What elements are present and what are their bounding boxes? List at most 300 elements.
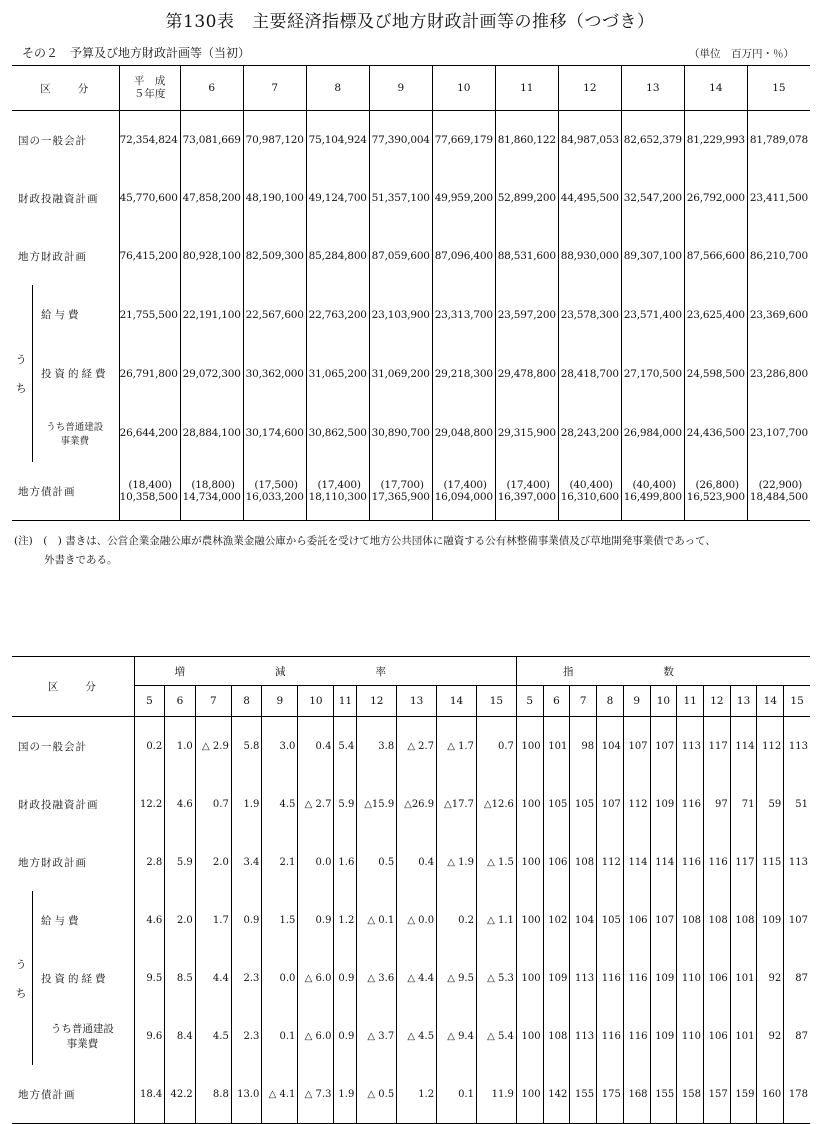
header-index: 指数 bbox=[516, 657, 810, 686]
index-cell: 104 bbox=[597, 717, 624, 776]
table-cell bbox=[432, 111, 495, 170]
cell-value: 16,310,600 bbox=[560, 491, 619, 503]
cell-value: 23,411,500 bbox=[749, 192, 808, 204]
index-cell: 101 bbox=[543, 717, 570, 776]
table-cell bbox=[684, 462, 747, 521]
row-label: 地方債計画 bbox=[18, 485, 76, 498]
index-cell: 110 bbox=[677, 1007, 704, 1065]
rate-cell: △ 7.3 bbox=[298, 1065, 334, 1124]
index-cell: 116 bbox=[597, 949, 624, 1007]
table-cell bbox=[684, 285, 747, 344]
table-cell bbox=[180, 403, 243, 462]
index-cell: 115 bbox=[757, 833, 784, 891]
row-label: 給与費 bbox=[41, 309, 82, 321]
cell-value: 22,567,600 bbox=[245, 308, 304, 321]
index-cell: 117 bbox=[704, 717, 731, 776]
table-cell bbox=[558, 227, 621, 285]
table-cell bbox=[119, 285, 180, 344]
index-cell: 116 bbox=[704, 833, 731, 891]
index-cell: 100 bbox=[516, 1007, 543, 1065]
header-year: 10 bbox=[432, 66, 495, 111]
row-label: 財政投融資計画 bbox=[18, 798, 99, 811]
rate-cell: 2.8 bbox=[134, 833, 165, 891]
table-cell bbox=[306, 227, 369, 285]
rate-cell: 4.5 bbox=[195, 1007, 231, 1065]
cell-value: 49,959,200 bbox=[434, 192, 493, 204]
table-cell bbox=[684, 227, 747, 285]
index-cell: 98 bbox=[570, 717, 597, 776]
rate-index-table bbox=[12, 656, 810, 1124]
cell-value: 30,174,600 bbox=[245, 426, 304, 439]
cell-parenthetical: (17,400) bbox=[506, 479, 550, 491]
index-cell: 113 bbox=[677, 717, 704, 776]
header-year: 8 bbox=[231, 686, 262, 717]
rate-cell: 4.5 bbox=[262, 775, 298, 833]
cell-value: 73,081,669 bbox=[182, 134, 241, 146]
header-year: 6 bbox=[180, 66, 243, 111]
index-cell: 107 bbox=[650, 717, 677, 776]
header-year: 6 bbox=[165, 686, 196, 717]
cell-value: 28,418,700 bbox=[560, 367, 619, 380]
row-label: 財政投融資計画 bbox=[18, 192, 99, 205]
rate-cell: 3.8 bbox=[357, 717, 397, 776]
rate-cell: 1.6 bbox=[334, 833, 357, 891]
index-cell: 102 bbox=[543, 891, 570, 949]
index-cell: 104 bbox=[570, 891, 597, 949]
table-cell bbox=[747, 169, 810, 227]
table-row bbox=[12, 462, 810, 521]
rate-cell: 2.3 bbox=[231, 1007, 262, 1065]
header-year: 平 成 ５年度 bbox=[119, 66, 180, 111]
table-cell bbox=[369, 227, 432, 285]
rate-cell: △ 5.4 bbox=[476, 1007, 516, 1065]
table-cell bbox=[495, 227, 558, 285]
table-cell bbox=[180, 344, 243, 403]
row-label: うち普通建設 事業費 bbox=[33, 1007, 135, 1065]
header-year: 9 bbox=[262, 686, 298, 717]
table-row bbox=[12, 403, 810, 462]
index-cell: 107 bbox=[623, 717, 650, 776]
budget-table bbox=[12, 65, 810, 521]
rate-cell: 0.0 bbox=[298, 833, 334, 891]
table-cell bbox=[243, 462, 306, 521]
rate-cell: 0.9 bbox=[231, 891, 262, 949]
cell-value: 22,191,100 bbox=[182, 308, 241, 321]
table-cell bbox=[119, 462, 180, 521]
table-cell bbox=[119, 111, 180, 170]
cell-value: 51,357,100 bbox=[371, 192, 430, 204]
cell-value: 23,103,900 bbox=[371, 308, 430, 321]
index-cell: 51 bbox=[784, 775, 810, 833]
rate-cell: 8.8 bbox=[195, 1065, 231, 1124]
rate-cell: 1.5 bbox=[262, 891, 298, 949]
rate-cell: 0.5 bbox=[357, 833, 397, 891]
table-row bbox=[12, 833, 810, 891]
table-row bbox=[12, 169, 810, 227]
header-year: 15 bbox=[784, 686, 810, 717]
table-cell bbox=[621, 344, 684, 403]
rate-cell: 3.4 bbox=[231, 833, 262, 891]
rate-cell: 9.6 bbox=[134, 1007, 165, 1065]
table-cell bbox=[369, 285, 432, 344]
cell-value: 16,397,000 bbox=[497, 491, 556, 503]
table-row bbox=[12, 111, 810, 170]
cell-value: 47,858,200 bbox=[182, 192, 241, 204]
cell-value: 52,899,200 bbox=[497, 192, 556, 204]
rate-cell: 5.8 bbox=[231, 717, 262, 776]
table-cell bbox=[747, 285, 810, 344]
cell-parenthetical: (18,800) bbox=[191, 479, 235, 491]
cell-value: 76,415,200 bbox=[119, 250, 178, 262]
table-row bbox=[12, 227, 810, 285]
index-cell: 100 bbox=[516, 891, 543, 949]
rate-cell: 5.9 bbox=[334, 775, 357, 833]
index-cell: 160 bbox=[757, 1065, 784, 1124]
index-cell: 92 bbox=[757, 1007, 784, 1065]
index-cell: 113 bbox=[784, 717, 810, 776]
table-cell bbox=[306, 403, 369, 462]
cell-value: 86,210,700 bbox=[749, 250, 808, 262]
row-label: 地方財政計画 bbox=[18, 856, 87, 869]
rate-cell: 0.4 bbox=[397, 833, 437, 891]
cell-value: 72,354,824 bbox=[119, 134, 178, 146]
cell-parenthetical: (40,400) bbox=[569, 479, 613, 491]
table-cell bbox=[306, 462, 369, 521]
table-cell bbox=[621, 462, 684, 521]
footnote bbox=[14, 532, 814, 570]
index-cell: 100 bbox=[516, 1065, 543, 1124]
rate-cell: △ 3.6 bbox=[357, 949, 397, 1007]
table-cell bbox=[495, 285, 558, 344]
table-cell bbox=[558, 169, 621, 227]
table-cell bbox=[243, 285, 306, 344]
cell-value: 77,390,004 bbox=[371, 134, 430, 146]
rate-cell: △ 5.3 bbox=[476, 949, 516, 1007]
cell-value: 29,478,800 bbox=[497, 367, 556, 380]
table-cell bbox=[495, 169, 558, 227]
cell-value: 29,048,800 bbox=[434, 426, 493, 439]
rate-cell: △ 4.4 bbox=[397, 949, 437, 1007]
rate-cell: 0.7 bbox=[476, 717, 516, 776]
table-cell bbox=[306, 344, 369, 403]
table-cell bbox=[119, 227, 180, 285]
index-cell: 100 bbox=[516, 717, 543, 776]
table-row bbox=[12, 891, 810, 949]
index-cell: 116 bbox=[677, 775, 704, 833]
cell-value: 23,625,400 bbox=[686, 308, 745, 321]
cell-value: 26,644,200 bbox=[119, 426, 178, 439]
cell-value: 28,243,200 bbox=[560, 426, 619, 439]
cell-parenthetical: (17,400) bbox=[443, 479, 487, 491]
table-cell bbox=[558, 285, 621, 344]
rate-cell: △ 4.1 bbox=[262, 1065, 298, 1124]
table-cell bbox=[747, 462, 810, 521]
rate-cell: 4.6 bbox=[165, 775, 196, 833]
rate-cell: 2.1 bbox=[262, 833, 298, 891]
index-cell: 109 bbox=[543, 949, 570, 1007]
index-cell: 109 bbox=[650, 775, 677, 833]
index-cell: 106 bbox=[704, 1007, 731, 1065]
table-cell bbox=[369, 111, 432, 170]
rate-cell: △15.9 bbox=[357, 775, 397, 833]
table-cell bbox=[495, 403, 558, 462]
table-cell bbox=[369, 403, 432, 462]
header-year: 13 bbox=[397, 686, 437, 717]
cell-value: 16,523,900 bbox=[686, 491, 745, 503]
header-year: 12 bbox=[558, 66, 621, 111]
cell-value: 45,770,600 bbox=[119, 192, 178, 204]
cell-value: 88,930,000 bbox=[560, 250, 619, 262]
table-cell bbox=[243, 403, 306, 462]
index-cell: 105 bbox=[597, 891, 624, 949]
rate-cell: △ 6.0 bbox=[298, 1007, 334, 1065]
cell-value: 26,984,000 bbox=[623, 426, 682, 439]
table-cell bbox=[243, 169, 306, 227]
table-cell bbox=[243, 111, 306, 170]
table-row bbox=[12, 285, 810, 344]
uchi-label: う ち bbox=[12, 891, 33, 1065]
unit-label: （単位 百万円・％） bbox=[689, 48, 794, 60]
rate-cell: 2.3 bbox=[231, 949, 262, 1007]
header-year: 10 bbox=[298, 686, 334, 717]
table-cell bbox=[684, 403, 747, 462]
rate-cell: 5.4 bbox=[334, 717, 357, 776]
table-cell bbox=[306, 111, 369, 170]
cell-value: 81,860,122 bbox=[497, 134, 556, 146]
index-cell: 100 bbox=[516, 833, 543, 891]
header-year: 11 bbox=[334, 686, 357, 717]
header-year: 8 bbox=[306, 66, 369, 111]
index-cell: 175 bbox=[597, 1065, 624, 1124]
table-cell bbox=[558, 344, 621, 403]
rate-cell: 42.2 bbox=[165, 1065, 196, 1124]
row-label: うち普通建設 事業費 bbox=[46, 421, 104, 447]
table-cell bbox=[495, 344, 558, 403]
row-label: 国の一般会計 bbox=[18, 134, 87, 147]
index-cell: 100 bbox=[516, 775, 543, 833]
index-cell: 92 bbox=[757, 949, 784, 1007]
index-cell: 59 bbox=[757, 775, 784, 833]
table-row bbox=[12, 775, 810, 833]
cell-value: 24,436,500 bbox=[686, 426, 745, 439]
budget-table-header bbox=[12, 66, 810, 111]
table-cell bbox=[558, 403, 621, 462]
rate-cell: 2.0 bbox=[195, 833, 231, 891]
rate-cell: 1.2 bbox=[334, 891, 357, 949]
index-cell: 108 bbox=[570, 833, 597, 891]
index-cell: 87 bbox=[784, 1007, 810, 1065]
table-cell bbox=[369, 344, 432, 403]
index-cell: 109 bbox=[650, 949, 677, 1007]
cell-value: 23,313,700 bbox=[434, 308, 493, 321]
rate-cell: 0.2 bbox=[437, 891, 477, 949]
page-title: 第130表 主要経済指標及び地方財政計画等の推移（つづき） bbox=[165, 12, 655, 32]
uchi-label: う ち bbox=[12, 285, 33, 462]
header-year: 14 bbox=[437, 686, 477, 717]
rate-cell: △ 2.9 bbox=[195, 717, 231, 776]
index-cell: 113 bbox=[570, 949, 597, 1007]
index-cell: 116 bbox=[623, 949, 650, 1007]
table-cell bbox=[369, 169, 432, 227]
rate-cell: 2.0 bbox=[165, 891, 196, 949]
index-cell: 109 bbox=[650, 1007, 677, 1065]
index-cell: 107 bbox=[597, 775, 624, 833]
rate-cell: △ 0.0 bbox=[397, 891, 437, 949]
index-cell: 101 bbox=[730, 949, 757, 1007]
header-year: 5 bbox=[134, 686, 165, 717]
cell-parenthetical: (17,500) bbox=[254, 479, 298, 491]
index-cell: 112 bbox=[623, 775, 650, 833]
rate-cell: 0.1 bbox=[437, 1065, 477, 1124]
table-row bbox=[12, 949, 810, 1007]
rate-cell: 12.2 bbox=[134, 775, 165, 833]
index-cell: 168 bbox=[623, 1065, 650, 1124]
header-year: 10 bbox=[650, 686, 677, 717]
rate-cell: 4.4 bbox=[195, 949, 231, 1007]
rate-cell: 18.4 bbox=[134, 1065, 165, 1124]
header-year: 11 bbox=[495, 66, 558, 111]
rate-cell: △ 3.7 bbox=[357, 1007, 397, 1065]
row-label: 地方債計画 bbox=[18, 1088, 76, 1101]
table-cell bbox=[119, 344, 180, 403]
index-cell: 155 bbox=[570, 1065, 597, 1124]
row-label: 投資的経費 bbox=[33, 949, 135, 1007]
table-cell bbox=[432, 344, 495, 403]
header-year: 9 bbox=[623, 686, 650, 717]
index-cell: 114 bbox=[650, 833, 677, 891]
cell-value: 23,369,600 bbox=[749, 308, 808, 321]
rate-cell: △ 9.4 bbox=[437, 1007, 477, 1065]
cell-value: 23,286,800 bbox=[749, 367, 808, 380]
table-cell bbox=[495, 462, 558, 521]
rate-cell: 4.6 bbox=[134, 891, 165, 949]
index-cell: 112 bbox=[597, 833, 624, 891]
table-cell bbox=[432, 169, 495, 227]
rate-cell: △ 0.1 bbox=[357, 891, 397, 949]
cell-value: 30,890,700 bbox=[371, 426, 430, 439]
cell-parenthetical: (17,400) bbox=[317, 479, 361, 491]
cell-value: 29,315,900 bbox=[497, 426, 556, 439]
rate-cell: △ 1.9 bbox=[437, 833, 477, 891]
table-cell bbox=[119, 403, 180, 462]
rate-cell: △ 1.7 bbox=[437, 717, 477, 776]
header-year: 5 bbox=[516, 686, 543, 717]
cell-value: 81,229,993 bbox=[686, 134, 745, 146]
cell-value: 16,033,200 bbox=[245, 491, 304, 503]
rate-cell: △26.9 bbox=[397, 775, 437, 833]
index-cell: 157 bbox=[704, 1065, 731, 1124]
cell-parenthetical: (17,700) bbox=[380, 479, 424, 491]
index-cell: 97 bbox=[704, 775, 731, 833]
cell-value: 18,110,300 bbox=[308, 491, 367, 503]
cell-value: 22,763,200 bbox=[308, 308, 367, 321]
cell-value: 27,170,500 bbox=[623, 367, 682, 380]
cell-value: 23,571,400 bbox=[623, 308, 682, 321]
index-cell: 116 bbox=[597, 1007, 624, 1065]
rate-cell: △ 1.1 bbox=[476, 891, 516, 949]
cell-value: 81,789,078 bbox=[749, 134, 808, 146]
header-year: 14 bbox=[684, 66, 747, 111]
row-label: 地方財政計画 bbox=[18, 250, 87, 263]
table-cell bbox=[180, 111, 243, 170]
index-cell: 106 bbox=[704, 949, 731, 1007]
cell-value: 29,072,300 bbox=[182, 367, 241, 380]
header-year: 13 bbox=[730, 686, 757, 717]
table-cell bbox=[369, 462, 432, 521]
index-cell: 110 bbox=[677, 949, 704, 1007]
table-cell bbox=[558, 111, 621, 170]
rate-cell: △ 4.5 bbox=[397, 1007, 437, 1065]
table-cell bbox=[747, 344, 810, 403]
rate-cell: 1.0 bbox=[165, 717, 196, 776]
table-cell bbox=[432, 227, 495, 285]
table-cell bbox=[684, 111, 747, 170]
cell-value: 16,499,800 bbox=[623, 491, 682, 503]
rate-cell: 0.9 bbox=[334, 949, 357, 1007]
index-cell: 142 bbox=[543, 1065, 570, 1124]
rate-cell: △ 1.5 bbox=[476, 833, 516, 891]
table-cell bbox=[684, 169, 747, 227]
rate-index-group-header bbox=[12, 657, 810, 686]
index-cell: 108 bbox=[704, 891, 731, 949]
index-cell: 101 bbox=[730, 1007, 757, 1065]
cell-value: 48,190,100 bbox=[245, 192, 304, 204]
cell-value: 31,065,200 bbox=[308, 367, 367, 380]
table-cell bbox=[432, 285, 495, 344]
table-cell bbox=[243, 227, 306, 285]
table-cell bbox=[558, 462, 621, 521]
cell-parenthetical: (22,900) bbox=[758, 479, 802, 491]
cell-value: 10,358,500 bbox=[119, 491, 178, 503]
cell-value: 23,578,300 bbox=[560, 308, 619, 321]
header-year: 7 bbox=[195, 686, 231, 717]
index-cell: 105 bbox=[570, 775, 597, 833]
rate-cell: 3.0 bbox=[262, 717, 298, 776]
rate-cell: △ 6.0 bbox=[298, 949, 334, 1007]
table-cell bbox=[180, 285, 243, 344]
table-cell bbox=[747, 403, 810, 462]
header-year: 15 bbox=[747, 66, 810, 111]
cell-value: 16,094,000 bbox=[434, 491, 493, 503]
rate-cell: △ 9.5 bbox=[437, 949, 477, 1007]
cell-parenthetical: (26,800) bbox=[695, 479, 739, 491]
rate-cell: △17.7 bbox=[437, 775, 477, 833]
header-year: 13 bbox=[621, 66, 684, 111]
rate-cell: △ 2.7 bbox=[397, 717, 437, 776]
index-cell: 159 bbox=[730, 1065, 757, 1124]
table-cell bbox=[119, 169, 180, 227]
footnote-line-1: (注) ( ) 書きは、公営企業金融公庫が農林漁業金融公庫から委託を受けて地方公共団体に融資する公有林整備事業債及び草地開発事業債であって、 bbox=[14, 535, 716, 547]
cell-value: 32,547,200 bbox=[623, 192, 682, 204]
table-cell bbox=[243, 344, 306, 403]
index-cell: 117 bbox=[730, 833, 757, 891]
cell-value: 77,669,179 bbox=[434, 134, 493, 146]
index-cell: 112 bbox=[757, 717, 784, 776]
rate-cell: △12.6 bbox=[476, 775, 516, 833]
cell-parenthetical: (40,400) bbox=[632, 479, 676, 491]
cell-value: 28,884,100 bbox=[182, 426, 241, 439]
rate-cell: 13.0 bbox=[231, 1065, 262, 1124]
header-year: 15 bbox=[476, 686, 516, 717]
index-cell: 109 bbox=[757, 891, 784, 949]
cell-value: 26,791,800 bbox=[119, 367, 178, 380]
table-row bbox=[12, 717, 810, 776]
rate-cell: 1.2 bbox=[397, 1065, 437, 1124]
cell-value: 18,484,500 bbox=[749, 491, 808, 503]
table-cell bbox=[621, 227, 684, 285]
cell-value: 84,987,053 bbox=[560, 134, 619, 146]
index-cell: 113 bbox=[784, 833, 810, 891]
